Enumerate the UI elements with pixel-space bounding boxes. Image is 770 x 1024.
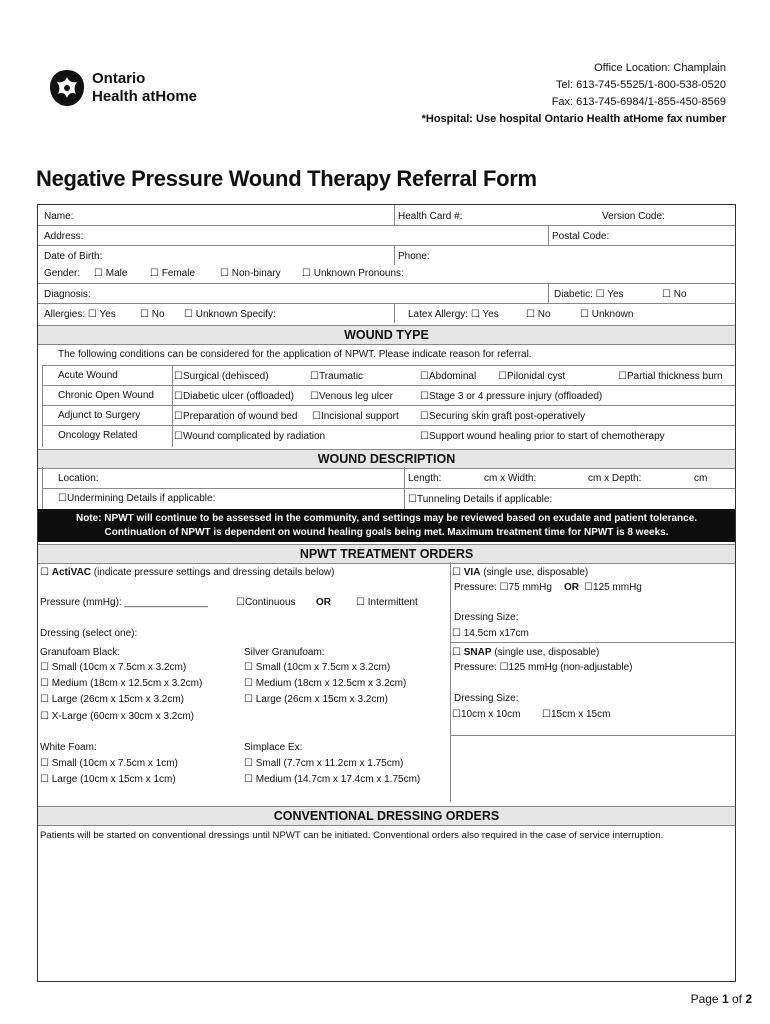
undermining-checkbox[interactable]: ☐Undermining Details if applicable: bbox=[58, 493, 216, 504]
divider bbox=[450, 735, 735, 736]
divider bbox=[394, 245, 395, 265]
checkbox-icon: ☐ bbox=[40, 567, 52, 578]
note-line1: Note: NPWT will continue to be assessed in the community, and settings may be reviewed based on exudate and patient tolerance. bbox=[75, 513, 698, 524]
simplace-small-checkbox[interactable]: ☐ Small (7.7cm x 11.2cm x 1.75cm) bbox=[244, 758, 404, 769]
npwt-orders-header: NPWT TREATMENT ORDERS bbox=[38, 544, 735, 564]
partial-burn-checkbox[interactable]: ☐Partial thickness burn bbox=[618, 371, 723, 382]
npwt-note bbox=[38, 509, 735, 542]
divider bbox=[450, 562, 451, 802]
gender-unknown-checkbox[interactable]: ☐ Unknown Pronouns: bbox=[302, 268, 404, 279]
snap-size2-checkbox[interactable]: ☐15cm x 15cm bbox=[542, 709, 611, 720]
granufoam-xlarge-checkbox[interactable]: ☐ X-Large (60cm x 30cm x 3.2cm) bbox=[40, 711, 195, 722]
adjunct-label: Adjunct to Surgery bbox=[58, 410, 141, 421]
white-small-checkbox[interactable]: ☐ Small (10cm x 7.5cm x 1cm) bbox=[40, 758, 178, 769]
length-field[interactable]: Length: bbox=[408, 473, 442, 484]
granufoam-small-checkbox[interactable]: ☐ Small (10cm x 7.5cm x 3.2cm) bbox=[40, 662, 187, 673]
granufoam-medium-checkbox[interactable]: ☐ Medium (18cm x 12.5cm x 3.2cm) bbox=[40, 678, 203, 689]
or-label: OR bbox=[316, 597, 331, 608]
skin-graft-checkbox[interactable]: ☐Securing skin graft post-operatively bbox=[420, 411, 586, 422]
activac-label: ActiVAC bbox=[51, 567, 92, 578]
surgical-checkbox[interactable]: ☐Surgical (dehisced) bbox=[174, 371, 269, 382]
diabetic-yes-checkbox[interactable]: Diabetic: ☐ Yes bbox=[554, 289, 624, 300]
dressing-select-label: Dressing (select one): bbox=[40, 628, 138, 639]
office-fax: Fax: 613-745-6984/1-855-450-8569 bbox=[551, 96, 726, 108]
health-card-field[interactable]: Health Card #: bbox=[398, 211, 463, 222]
divider bbox=[42, 385, 735, 386]
divider bbox=[38, 283, 735, 284]
wound-description-header: WOUND DESCRIPTION bbox=[38, 449, 735, 469]
divider bbox=[450, 642, 735, 643]
traumatic-checkbox[interactable]: ☐Traumatic bbox=[310, 371, 364, 382]
depth-unit: cm bbox=[694, 473, 708, 484]
width-field[interactable]: cm x Width: bbox=[484, 473, 537, 484]
name-field[interactable]: Name: bbox=[44, 211, 74, 222]
activac-desc: (indicate pressure settings and dressing details below) bbox=[91, 567, 335, 578]
hospital-note: *Hospital: Use hospital Ontario Health atHome fax number bbox=[421, 113, 726, 125]
radiation-checkbox[interactable]: ☐Wound complicated by radiation bbox=[174, 431, 326, 442]
venous-ulcer-checkbox[interactable]: ☐Venous leg ulcer bbox=[310, 391, 393, 402]
postal-code-field[interactable]: Postal Code: bbox=[552, 231, 610, 242]
snap-desc: (single use, disposable) bbox=[491, 647, 600, 658]
allergies-no-checkbox[interactable]: ☐ No bbox=[140, 309, 165, 320]
simplace-label: Simplace Ex: bbox=[244, 742, 303, 753]
divider bbox=[42, 405, 735, 406]
snap-dressing-label: Dressing Size: bbox=[454, 693, 519, 704]
via-size-checkbox[interactable]: ☐ 14.5cm x17cm bbox=[452, 628, 529, 639]
incisional-checkbox[interactable]: ☐Incisional support bbox=[312, 411, 399, 422]
continuous-checkbox[interactable]: ☐Continuous bbox=[236, 597, 296, 608]
divider bbox=[172, 365, 173, 447]
latex-unknown-checkbox[interactable]: ☐ Unknown bbox=[580, 309, 634, 320]
office-tel: Tel: 613-745-5525/1-800-538-0520 bbox=[555, 79, 726, 91]
via-125-checkbox[interactable]: ☐125 mmHg bbox=[584, 582, 642, 593]
abdominal-checkbox[interactable]: ☐Abdominal bbox=[420, 371, 477, 382]
snap-size1-checkbox[interactable]: ☐10cm x 10cm bbox=[452, 709, 521, 720]
granufoam-label: Granufoam Black: bbox=[40, 647, 121, 658]
divider bbox=[38, 225, 735, 226]
simplace-medium-checkbox[interactable]: ☐ Medium (14.7cm x 17.4cm x 1.75cm) bbox=[244, 774, 421, 785]
divider bbox=[394, 303, 395, 323]
divider bbox=[548, 283, 549, 303]
chemotherapy-checkbox[interactable]: ☐Support wound healing prior to start of chemotherapy bbox=[420, 431, 665, 442]
address-field[interactable]: Address: bbox=[44, 231, 84, 242]
referral-form bbox=[37, 204, 736, 982]
pilonidal-checkbox[interactable]: ☐Pilonidal cyst bbox=[498, 371, 566, 382]
page-title: Negative Pressure Wound Therapy Referral Form bbox=[36, 166, 537, 191]
divider bbox=[42, 365, 43, 447]
office-location: Office Location: Champlain bbox=[594, 62, 726, 74]
oncology-label: Oncology Related bbox=[58, 430, 138, 441]
checkbox-icon: ☐ bbox=[452, 567, 464, 578]
silver-medium-checkbox[interactable]: ☐ Medium (18cm x 12.5cm x 3.2cm) bbox=[244, 678, 407, 689]
via-75-checkbox[interactable]: Pressure: ☐75 mmHg bbox=[454, 582, 552, 593]
gender-nonbinary-checkbox[interactable]: ☐ Non-binary bbox=[220, 268, 281, 279]
pressure-field[interactable]: Pressure (mmHg): _______________ bbox=[40, 597, 208, 608]
page-number: 1 bbox=[721, 992, 729, 1006]
dob-field[interactable]: Date of Birth: bbox=[44, 251, 103, 262]
via-dressing-label: Dressing Size: bbox=[454, 612, 519, 623]
via-or-label: OR bbox=[564, 582, 579, 593]
silver-granufoam-label: Silver Granufoam: bbox=[244, 647, 325, 658]
acute-wound-label: Acute Wound bbox=[58, 370, 118, 381]
diabetic-ulcer-checkbox[interactable]: ☐Diabetic ulcer (offloaded) bbox=[174, 391, 294, 402]
diagnosis-field[interactable]: Diagnosis: bbox=[44, 289, 91, 300]
wound-type-header: WOUND TYPE bbox=[38, 325, 735, 345]
gender-label: Gender: bbox=[44, 268, 81, 279]
gender-female-checkbox[interactable]: ☐ Female bbox=[150, 268, 196, 279]
version-code-field[interactable]: Version Code: bbox=[602, 211, 665, 222]
page-label: Page bbox=[690, 992, 722, 1006]
page-footer bbox=[691, 992, 752, 1006]
page-of: of bbox=[728, 992, 746, 1006]
conventional-orders-header: CONVENTIONAL DRESSING ORDERS bbox=[38, 806, 735, 826]
snap-checkbox[interactable] bbox=[452, 647, 599, 659]
snap-pressure-checkbox[interactable]: Pressure: ☐125 mmHg (non-adjustable) bbox=[454, 662, 633, 673]
via-desc: (single use, disposable) bbox=[480, 567, 589, 578]
silver-small-checkbox[interactable]: ☐ Small (10cm x 7.5cm x 3.2cm) bbox=[244, 662, 391, 673]
white-foam-label: White Foam: bbox=[40, 742, 97, 753]
conventional-text: Patients will be started on conventional dressings until NPWT can be initiated. Conventional orders also required in the case of service interruption. bbox=[40, 830, 664, 841]
tunneling-checkbox[interactable]: ☐Tunneling Details if applicable: bbox=[408, 494, 553, 505]
wound-bed-checkbox[interactable]: ☐Preparation of wound bed bbox=[174, 411, 298, 422]
phone-field[interactable]: Phone: bbox=[398, 251, 430, 262]
trillium-icon bbox=[50, 70, 84, 106]
note-line2: Continuation of NPWT is dependent on wound healing goals being met. Maximum treatment time for NPWT is 8 weeks. bbox=[104, 527, 669, 538]
via-checkbox[interactable] bbox=[452, 567, 588, 579]
ontario-health-logo bbox=[50, 68, 250, 108]
brand-line2: Health atHome bbox=[92, 88, 198, 105]
divider bbox=[42, 425, 735, 426]
divider bbox=[42, 365, 735, 366]
depth-field[interactable]: cm x Depth: bbox=[588, 473, 642, 484]
gender-male-checkbox[interactable]: ☐ Male bbox=[94, 268, 128, 279]
intermittent-checkbox[interactable]: ☐ Intermittent bbox=[356, 597, 418, 608]
activac-checkbox[interactable] bbox=[40, 567, 334, 579]
silver-large-checkbox[interactable]: ☐ Large (26cm x 15cm x 3.2cm) bbox=[244, 694, 389, 705]
chronic-wound-label: Chronic Open Wound bbox=[58, 390, 154, 401]
divider bbox=[548, 225, 549, 245]
diabetic-no-checkbox[interactable]: ☐ No bbox=[662, 289, 687, 300]
checkbox-icon: ☐ bbox=[452, 647, 464, 658]
wound-type-intro: The following conditions can be considered for the application of NPWT. Please indicate reason for referral. bbox=[58, 349, 532, 360]
brand-line1: Ontario bbox=[92, 70, 146, 87]
allergies-yes-checkbox[interactable]: Allergies: ☐ Yes bbox=[44, 309, 116, 320]
page-total: 2 bbox=[745, 992, 752, 1006]
via-label: VIA bbox=[463, 567, 481, 578]
allergies-unknown-checkbox[interactable]: ☐ Unknown Specify: bbox=[184, 309, 276, 320]
divider bbox=[394, 205, 395, 225]
location-field[interactable]: Location: bbox=[58, 473, 99, 484]
office-info bbox=[422, 60, 726, 128]
granufoam-large-checkbox[interactable]: ☐ Large (26cm x 15cm x 3.2cm) bbox=[40, 694, 185, 705]
divider bbox=[42, 488, 735, 489]
latex-yes-checkbox[interactable]: Latex Allergy: ☐ Yes bbox=[408, 309, 499, 320]
divider bbox=[38, 245, 735, 246]
white-large-checkbox[interactable]: ☐ Large (10cm x 15cm x 1cm) bbox=[40, 774, 176, 785]
divider bbox=[38, 303, 735, 304]
latex-no-checkbox[interactable]: ☐ No bbox=[526, 309, 551, 320]
pressure-injury-checkbox[interactable]: ☐Stage 3 or 4 pressure injury (offloaded) bbox=[420, 391, 603, 402]
snap-label: SNAP bbox=[463, 647, 492, 658]
